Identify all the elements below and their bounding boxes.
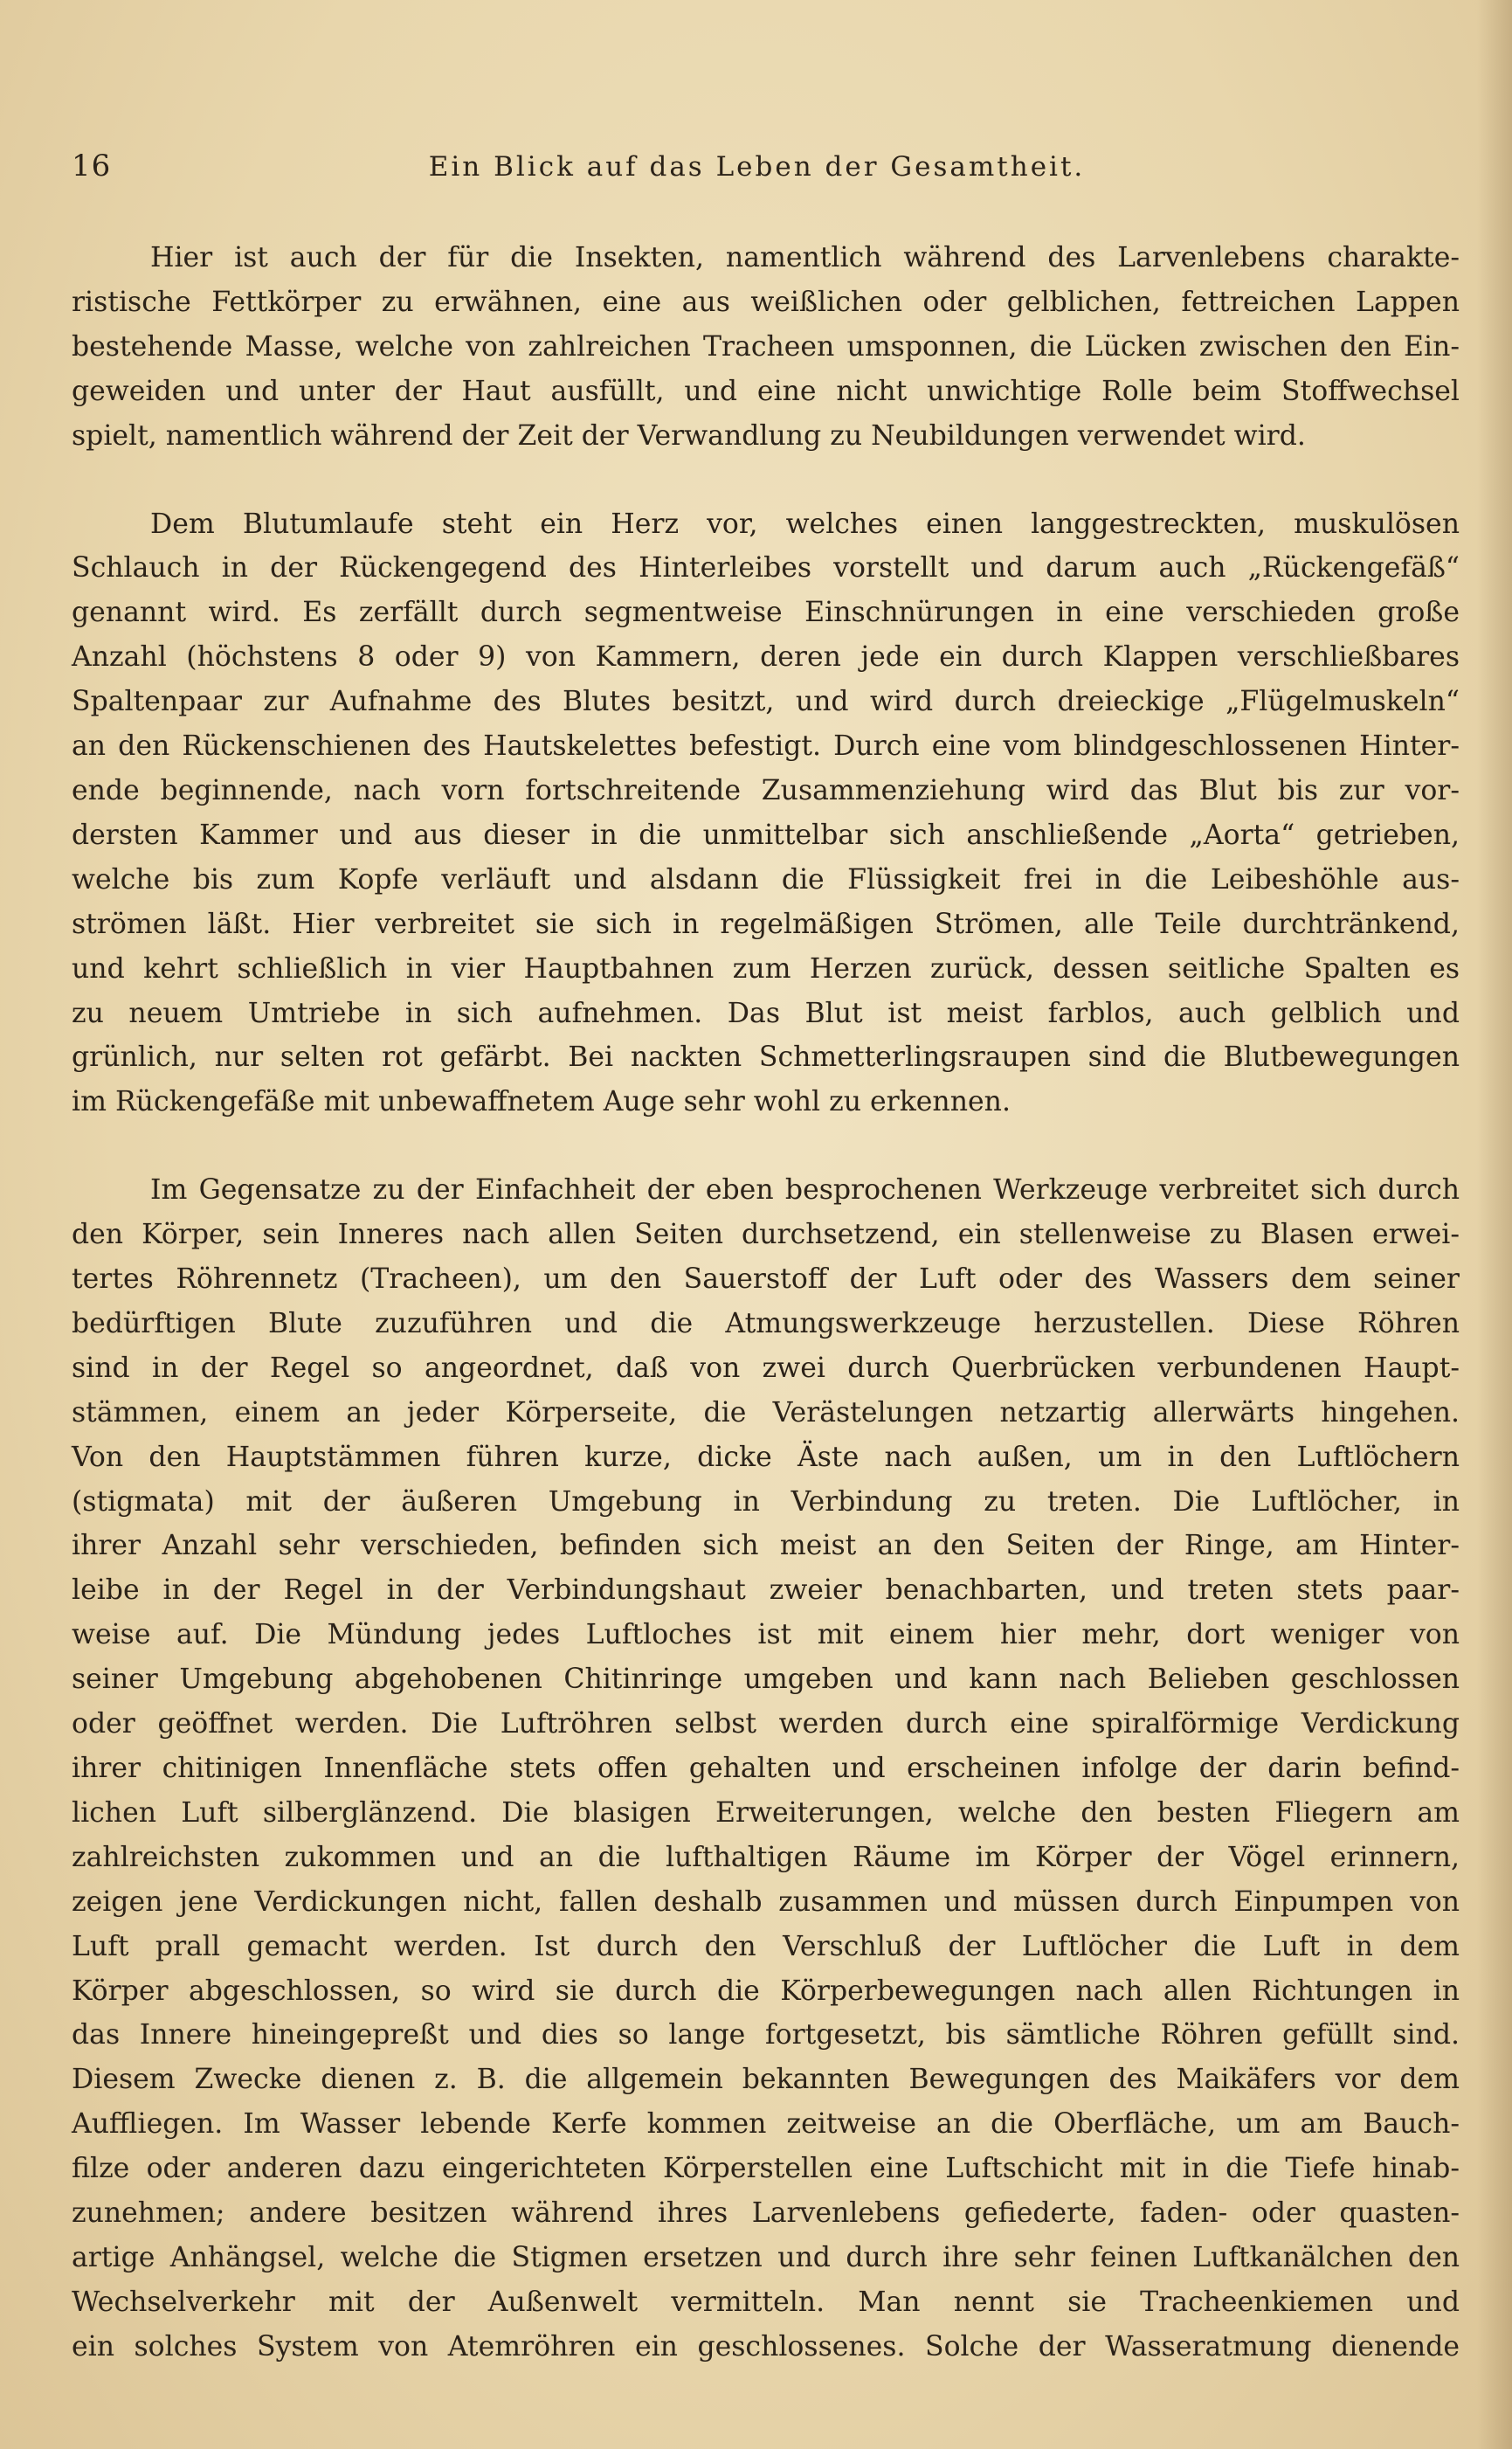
text-line: stämmen, einem an jeder Körperseite, die Verästelungen netzartig allerwärts hingehen.: [72, 1396, 1460, 1429]
text-line: oder geöffnet werden. Die Luftröhren selbst werden durch eine spiralförmige Verdickung: [72, 1708, 1460, 1740]
text-line: artige Anhängsel, welche die Stigmen ersetzen und durch ihre sehr feinen Luftkanälchen den: [72, 2241, 1460, 2273]
text-line: lichen Luft silberglänzend. Die blasigen Erweiterungen, welche den besten Fliegern am: [72, 1796, 1460, 1829]
text-line: (stigmata) mit der äußeren Umgebung in Verbindung zu treten. Die Luftlöcher, in: [72, 1485, 1460, 1518]
text-line: Wechselverkehr mit der Außenwelt vermitteln. Man nennt sie Tracheenkiemen und: [72, 2286, 1460, 2318]
text-line: seiner Umgebung abgehobenen Chitinringe umgeben und kann nach Belieben geschlossen: [72, 1664, 1460, 1696]
page-number: 16: [72, 149, 112, 183]
paragraph-blutumlauf: [72, 502, 1460, 1125]
text-line: tertes Röhrennetz (Tracheen), um den Sauerstoff der Luft oder des Wassers dem seiner: [72, 1263, 1460, 1296]
text-line: Hier ist auch der für die Insekten, namentlich während des Larvenlebens charakte-: [150, 242, 1460, 273]
text-line: sind in der Regel so angeordnet, daß von zwei durch Querbrücken verbundenen Haupt-: [72, 1352, 1460, 1384]
text-line: ristische Fettkörper zu erwähnen, eine aus weißlichen oder gelblichen, fettreichen Lappen: [72, 286, 1460, 318]
text-line: Körper abgeschlossen, so wird sie durch die Körperbewegungen nach allen Richtungen in: [72, 1975, 1460, 2007]
text-line: strömen läßt. Hier verbreitet sie sich in regelmäßigen Strömen, alle Teile durchtränkend,: [72, 908, 1460, 940]
text-line: Im Gegensatze zu der Einfachheit der eben besprochenen Werkzeuge verbreitet sich durch: [150, 1174, 1460, 1207]
text-line: den Körper, sein Inneres nach allen Seiten durchsetzend, ein stellenweise zu Blasen erwei-: [72, 1219, 1460, 1251]
paragraph-tracheen: [72, 1168, 1460, 2369]
text-line: zu neuem Umtriebe in sich aufnehmen. Das Blut ist meist farblos, auch gelblich und: [72, 997, 1460, 1029]
text-line: das Innere hineingepreßt und dies so lange fortgesetzt, bis sämtliche Röhren gefüllt sind.: [72, 2019, 1460, 2051]
text-line: Spaltenpaar zur Aufnahme des Blutes besitzt, und wird durch dreieckige „Flügelmuskeln“: [72, 686, 1460, 718]
text-line: geweiden und unter der Haut ausfüllt, und eine nicht unwichtige Rolle beim Stoffwechsel: [72, 375, 1460, 407]
running-title: Ein Blick auf das Leben der Gesamtheit.: [428, 151, 1086, 183]
text-line: Luft prall gemacht werden. Ist durch den Verschluß der Luftlöcher die Luft in dem: [72, 1930, 1460, 1962]
text-line: Auffliegen. Im Wasser lebende Kerfe kommen zeitweise an die Oberfläche, um am Bauch-: [72, 2108, 1460, 2141]
text-line: ihrer Anzahl sehr verschieden, befinden sich meist an den Seiten der Ringe, am Hinter-: [72, 1530, 1460, 1562]
text-line: zunehmen; andere besitzen während ihres Larvenlebens gefiederte, faden- oder quasten-: [72, 2197, 1460, 2230]
text-line: bestehende Masse, welche von zahlreichen Tracheen umsponnen, die Lücken zwischen den Ein-: [72, 330, 1460, 363]
text-line: ihrer chitinigen Innenfläche stets offen gehalten und erscheinen infolge der darin befind-: [72, 1753, 1460, 1784]
text-line: weise auf. Die Mündung jedes Luftloches ist mit einem hier mehr, dort weniger von: [72, 1619, 1460, 1651]
text-line: Von den Hauptstämmen führen kurze, dicke Äste nach außen, um in den Luftlöchern: [72, 1441, 1460, 1473]
text-line: Anzahl (höchstens 8 oder 9) von Kammern, deren jede ein durch Klappen verschließbares: [72, 641, 1460, 674]
text-line: grünlich, nur selten rot gefärbt. Bei nackten Schmetterlingsraupen sind die Blutbewegungen: [72, 1041, 1460, 1074]
page-header: [72, 149, 1460, 201]
text-line: und kehrt schließlich in vier Hauptbahnen zum Herzen zurück, dessen seitliche Spalten es: [72, 952, 1460, 985]
text-line: bedürftigen Blute zuzuführen und die Atmungswerkzeuge herzustellen. Diese Röhren: [72, 1307, 1460, 1339]
text-line: an den Rückenschienen des Hautskelettes befestigt. Durch eine vom blindgeschlossenen Hinter-: [72, 730, 1460, 763]
text-line: welche bis zum Kopfe verläuft und alsdann die Flüssigkeit frei in die Leibeshöhle aus-: [72, 863, 1460, 896]
text-line: dersten Kammer und aus dieser in die unmittelbar sich anschließende „Aorta“ getrieben,: [72, 819, 1460, 851]
text-line: Diesem Zwecke dienen z. B. die allgemein bekannten Bewegungen des Maikäfers vor dem: [72, 2064, 1460, 2096]
paragraph-fettkoerper: [72, 236, 1460, 459]
text-line: Schlauch in der Rückengegend des Hinterleibes vorstellt und darum auch „Rückengefäß“: [72, 552, 1460, 585]
text-line: zeigen jene Verdickungen nicht, fallen deshalb zusammen und müssen durch Einpumpen von: [72, 1885, 1460, 1918]
text-line: filze oder anderen dazu eingerichteten Körperstellen eine Luftschicht mit in die Tiefe hinab-: [72, 2153, 1460, 2185]
text-line: Dem Blutumlaufe steht ein Herz vor, welches einen langgestreckten, muskulösen: [150, 508, 1460, 540]
text-line: zahlreichsten zukommen und an die lufthaltigen Räume im Körper der Vögel erinnern,: [72, 1841, 1460, 1873]
text-line: spielt, namentlich während der Zeit der Verwandlung zu Neubildungen verwendet wird.: [72, 419, 1306, 452]
text-line: ende beginnende, nach vorn fortschreitende Zusammenziehung wird das Blut bis zur vor-: [72, 774, 1460, 806]
text-line: genannt wird. Es zerfällt durch segmentweise Einschnürungen in eine verschieden große: [72, 597, 1460, 629]
text-line: ein solches System von Atemröhren ein geschlossenes. Solche der Wasseratmung dienende: [72, 2330, 1460, 2363]
text-line: leibe in der Regel in der Verbindungshaut zweier benachbarten, und treten stets paar-: [72, 1574, 1460, 1607]
text-line: im Rückengefäße mit unbewaffnetem Auge sehr wohl zu erkennen.: [72, 1086, 1011, 1118]
